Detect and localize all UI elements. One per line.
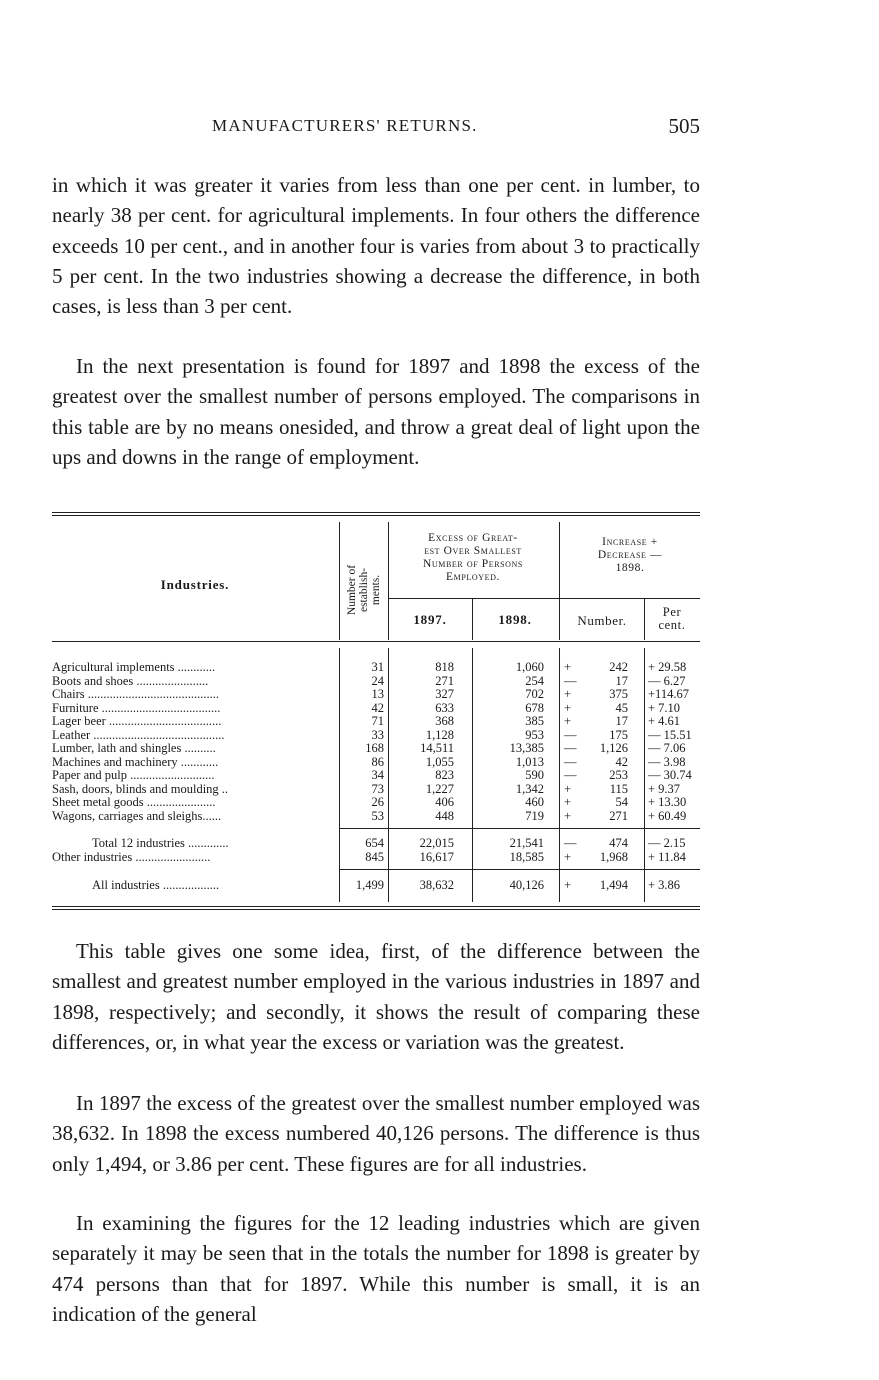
header-1898: 1898.: [498, 612, 532, 627]
page-header: [52, 116, 700, 144]
table-row: Sash, doors, blinds and moulding .. 73 1,227 1,342 + 115 + 9.37: [52, 781, 681, 796]
col-divider: [388, 522, 389, 640]
col-divider: [559, 522, 560, 640]
paragraph: In examining the figures for the 12 leading industries which are given separately it may be seen that in the totals the number for 1898 is greater by 474 persons than that for 1897. While this number is small, it is an indication of the general: [52, 1211, 700, 1326]
other-row: Other industries ........................ 845 16,617 18,585 + 1,968 + 11.84: [52, 850, 686, 864]
table-row: Agricultural implements ............ 31 818 1,060 + 242 + 29.58: [52, 660, 687, 674]
col-divider: [472, 598, 473, 640]
running-title: MANUFACTURERS' RETURNS.: [212, 116, 478, 135]
subtotal-rule: [339, 828, 700, 829]
page-number: 505: [668, 114, 700, 138]
paragraph: In 1897 the excess of the greatest over the smallest number employed was 38,632. In 1898 the excess numbered 40,126 persons. The difference is thus only 1,494, or 3.86 per cent. These figures are for all industries.: [52, 1091, 700, 1176]
subheader-rule: [388, 598, 700, 599]
employment-table: [52, 510, 700, 916]
table-bottom-rule: [52, 906, 700, 910]
table-row: Chairs .......................................... 13 327 702 + 375 +114.67: [52, 687, 689, 701]
header-excess-group: Excess of Great- est Over Smallest Number of Persons Employed.: [422, 532, 523, 583]
table-row: Machines and machinery ............ 86 1,055 1,013 — 42 — 3.98: [52, 754, 686, 769]
header-change-group: Increase + Decrease — 1898.: [597, 536, 663, 574]
header-establishments: Number of establish- ments.: [346, 564, 382, 616]
table-row: Lager beer .................................... 71 368 385 + 17 + 4.61: [52, 714, 681, 728]
table-row: Furniture ...................................... 42 633 678 + 45 + 7.10: [52, 700, 681, 715]
total-row: Total 12 industries ............. 654 22,015 21,541 — 474 — 2.15: [92, 836, 686, 850]
table-row: Sheet metal goods ...................... 26 406 460 + 54 + 13.30: [52, 795, 687, 809]
table-row: Leather .......................................... 33 1,128 953 — 175 — 15.51: [52, 727, 692, 742]
header-number: Number.: [577, 613, 627, 628]
table-row: Paper and pulp ........................... 34 823 590 — 253 — 30.74: [52, 768, 692, 782]
table-row: Lumber, lath and shingles .......... 168 14,511 13,385 — 1,126 — 7.06: [52, 741, 686, 755]
paragraph: This table gives one some idea, first, of the difference between the smallest and greatest number employed in the various industries in 1897 and 1898, respectively; and secondly, it shows the result of comparing these differences, or, in what year the excess or variation was the greatest.: [52, 939, 700, 1054]
header-1897: 1897.: [413, 612, 447, 627]
all-row: All industries .................. 1,499 38,632 40,126 + 1,494 + 3.86: [92, 878, 681, 892]
paragraph: In the next presentation is found for 1897 and 1898 the excess of the greatest over the smallest number of persons employed. The comparisons in this table are by no means onesided, and throw a great deal of light upon the ups and downs in the range of employment.: [52, 354, 700, 469]
col-divider: [339, 522, 340, 640]
table-row: Wagons, carriages and sleighs...... 53 448 719 + 271 + 60.49: [52, 808, 687, 823]
table-row: Boots and shoes ....................... 24 271 254 — 17 — 6.27: [52, 673, 686, 688]
subtotal-rule: [339, 869, 700, 870]
paragraph: in which it was greater it varies from less than one per cent. in lumber, to nearly 38 per cent. for agricultural implements. In four others the difference exceeds 10 per cent., and in another four is varies from about 3 to practically 5 per cent. In the two industries showing a decrease the difference, in both cases, is less than 3 per cent.: [52, 173, 700, 319]
col-divider: [644, 598, 645, 640]
table-top-rule: [52, 512, 700, 516]
header-per-cent: Per cent.: [658, 605, 686, 632]
header-industries: Industries.: [160, 577, 230, 592]
header-bottom-rule: [52, 641, 700, 642]
